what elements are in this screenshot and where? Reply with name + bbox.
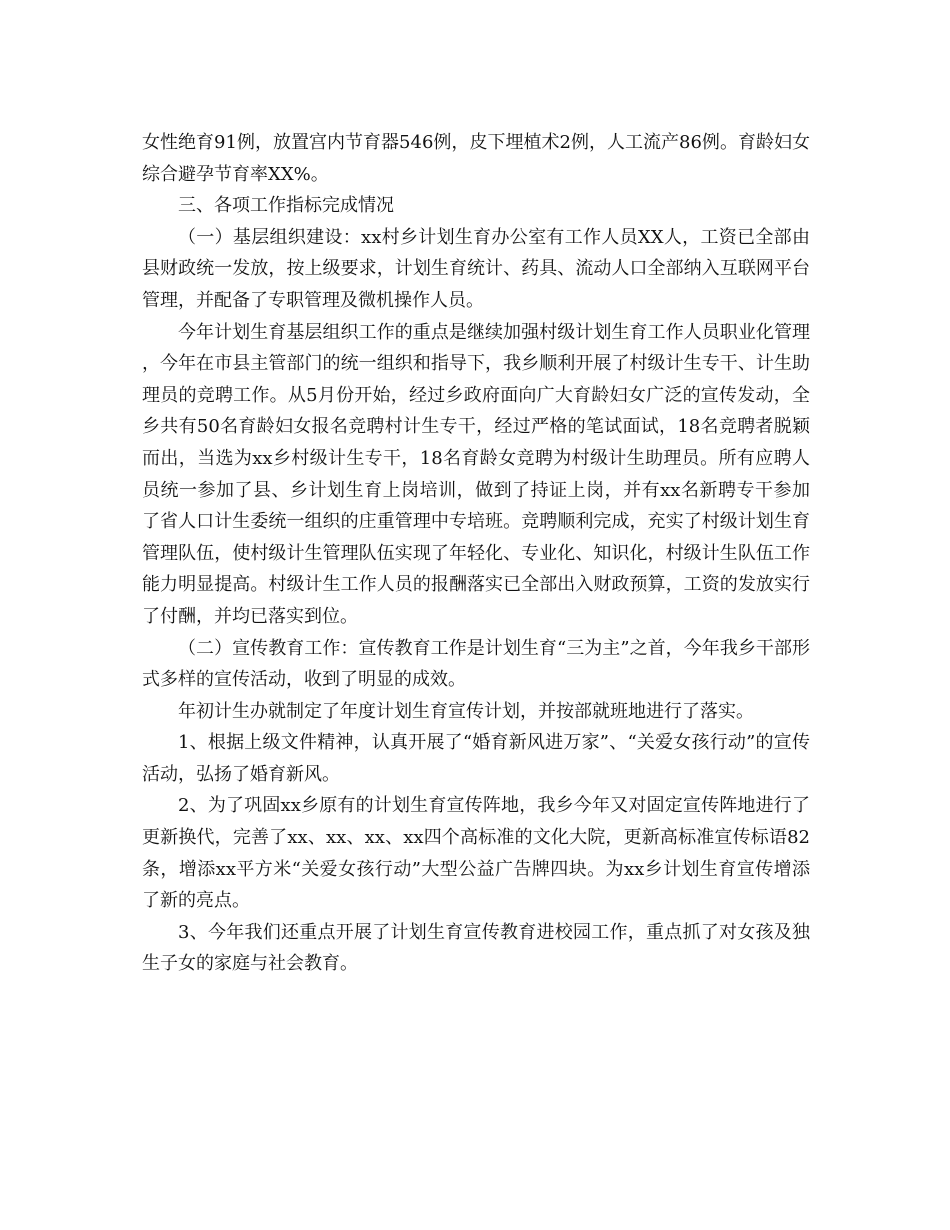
paragraph-publicity-education: （二）宣传教育工作：宣传教育工作是计划生育“三为主”之首，今年我乡干部形式多样的宣传活动，收到了明显的成效。 [142,637,810,691]
list-item-2: 2、为了巩固xx乡原有的计划生育宣传阵地，我乡今年又对固定宣传阵地进行了更新换代，完善了xx、xx、xx、xx四个高标准的文化大院，更新高标准宣传标语82条，增添xx平方米“关爱女孩行动”大型公益广告牌四块。为xx乡计划生育宣传增添了新的亮点。 [142,795,810,912]
list-item-1: 1、根据上级文件精神，认真开展了“婚育新风进万家”、“关爱女孩行动”的宣传活动，弘扬了婚育新风。 [142,732,810,785]
document-body [142,127,810,980]
paragraph-annual-plan: 年初计生办就制定了年度计划生育宣传计划，并按部就班地进行了落实。 [178,700,754,722]
section-heading-indicators: 三、各项工作指标完成情况 [178,195,394,217]
list-item-3: 3、今年我们还重点开展了计划生育宣传教育进校园工作，重点抓了对女孩及独生子女的家庭与社会教育。 [142,921,810,975]
paragraph-statistics-continued: 女性绝育91例，放置宫内节育器546例，皮下埋植术2例，人工流产86例。育龄妇女综合避孕节育率XX%。 [142,132,810,185]
paragraph-recruitment: 今年计划生育基层组织工作的重点是继续加强村级计划生育工作人员职业化管理，今年在市县主管部门的统一组织和指导下，我乡顺利开展了村级计生专干、计生助理员的竞聘工作。从5月份开始，经过乡政府面向广大育龄妇女广泛的宣传发动，全乡共有50名育龄妇女报名竞聘村计生专干，经过严格的笔试面试，18名竞聘者脱颖而出，当选为xx乡村级计生专干，18名育龄女竞聘为村级计生助理员。所有应聘人员统一参加了县、乡计划生育上岗培训，做到了持证上岗，并有xx名新聘专干参加了省人口计生委统一组织的庄重管理中专培班。竞聘顺利完成，充实了村级计划生育管理队伍，使村级计生管理队伍实现了年轻化、专业化、知识化，村级计生队伍工作能力明显提高。村级计生工作人员的报酬落实已全部出入财政预算，工资的发放实行了付酬，并均已落实到位。 [142,321,810,627]
paragraph-grassroots-organization: （一）基层组织建设：xx村乡计划生育办公室有工作人员XX人，工资已全部由县财政统一发放，按上级要求，计划生育统计、药具、流动人口全部纳入互联网平台管理，并配备了专职管理及微机操作人员。 [142,226,810,311]
